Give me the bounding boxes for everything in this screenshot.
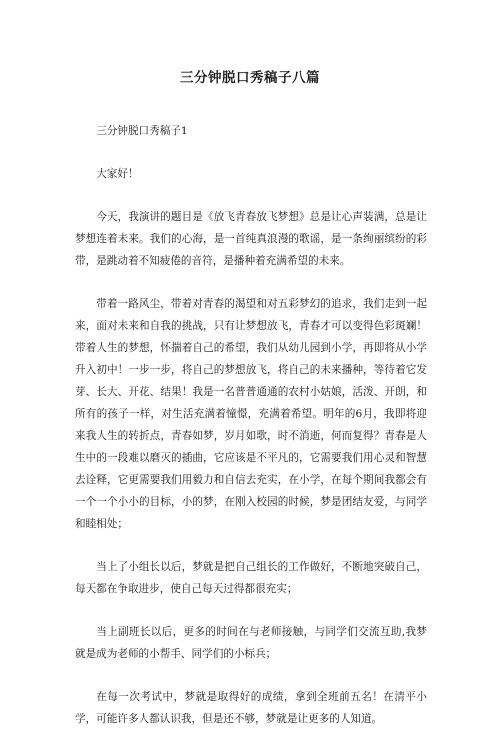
section-heading: 三分钟脱口秀稿子1 xyxy=(96,125,188,137)
document-title: 三分钟脱口秀稿子八篇 xyxy=(180,70,320,86)
body-paragraph: 今天，我演讲的题目是《放飞青春放飞梦想》总是让心声装满，总是让梦想连着未来。我们的心海，是一首纯真浪漫的歌谣，是一条绚丽缤纷的彩带，是跳动着不知疲倦的音符，是播种着充满希望的未来。 xyxy=(75,211,427,267)
greeting-paragraph: 大家好！ xyxy=(96,168,139,180)
body-paragraph: 带着一路风尘，带着对青春的渴望和对五彩梦幻的追求，我们走到一起来，面对未来和自我的挑战，只有让梦想放飞，青春才可以变得色彩斑斓！带着人生的梦想，怀揣着自己的希望，我们从幼儿园到小学，再即将从小学升入初中！一步一步，将自己的梦想放飞，将自己的未来播种，等待着它发芽、长大、开花、结果！我是一名普普通通的农村小姑娘，活泼、开朗，和所有的孩子一样，对生活充满着憧憬，充满着希望。明年的6月，我即将迎来我人生的转折点，青春如梦，岁月如歌，时不消逝，何而复得？青春是人生中的一段难以磨灭的插曲，它应该是不平凡的，它需要我们用心灵和智慧去诠释，它更需要我们用毅力和自信去充实，在小学，在每个期间我都会有一个一个小小的目标，小的梦，在刚入校园的时候，梦是团结友爱，与同学和睦相处； xyxy=(75,298,427,530)
body-paragraph: 在每一次考试中，梦就是取得好的成绩，拿到全班前五名！在清平小学，可能许多人都认识我，但是还不够，梦就是让更多的人知道。 xyxy=(75,691,427,725)
body-paragraph: 当上副班长以后，更多的时间在与老师接触，与同学们交流互助,我梦就是成为老师的小帮手、同学们的小标兵； xyxy=(75,626,427,660)
document-body xyxy=(75,120,427,751)
body-paragraph: 当上了小组长以后，梦就是把自己组长的工作做好，不断地突破自己，每天都在争取进步，使自己每天过得都很充实； xyxy=(75,561,427,595)
